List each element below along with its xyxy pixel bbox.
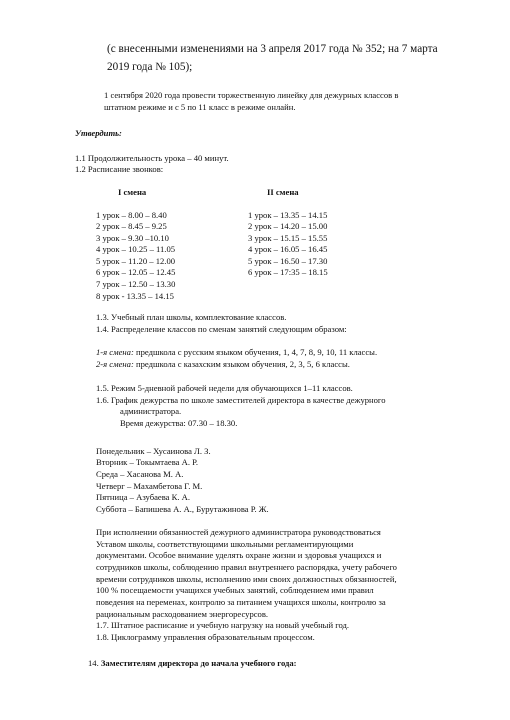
shift-2-classes: предшкола с казахским языком обучения, 2, 3, 5, 6 классы. — [133, 359, 350, 369]
intro-line-1: 1 сентября 2020 года провести торжественную линейку для дежурных классов в — [104, 90, 399, 100]
shift-2-lesson: 4 урок – 16.05 – 16.45 — [248, 244, 328, 254]
paragraph-line: При исполнении обязанностей дежурного администратора руководствоваться — [96, 527, 381, 537]
paragraph-line: рациональным расходованием энергоресурсов. — [96, 609, 269, 619]
item-1-6-line-2: администратора. — [120, 406, 182, 416]
item-1-4: 1.4. Распределение классов по сменам занятий следующим образом: — [96, 324, 347, 334]
shift-1-lesson: 3 урок – 9.30 –10.10 — [96, 233, 169, 243]
item-1-1: 1.1 Продолжительность урока – 40 минут. — [75, 153, 229, 163]
duty-entry: Среда – Хасанова М. А. — [96, 469, 184, 479]
duty-time: Время дежурства: 07.30 – 18.30. — [120, 418, 238, 428]
shift-1-lesson: 7 урок – 12.50 – 13.30 — [96, 279, 176, 289]
duty-entry: Вторник – Токымтаева А. Р. — [96, 457, 198, 467]
shift-1-lesson: 2 урок – 8.45 – 9.25 — [96, 221, 167, 231]
shift-2-lesson: 3 урок – 15.15 – 15.55 — [248, 233, 328, 243]
item-1-6-line-1: 1.6. График дежурства по школе заместителей директора в качестве дежурного — [96, 395, 386, 405]
shift-1-lesson: 8 урок - 13.35 – 14.15 — [96, 291, 174, 301]
shift-1-lesson: 5 урок – 11.20 – 12.00 — [96, 256, 176, 266]
amendment-line-1: (с внесенными изменениями на 3 апреля 2017 года № 352; на 7 марта — [107, 43, 438, 55]
shift-2-lesson: 2 урок – 14.20 – 15.00 — [248, 221, 328, 231]
duty-entry: Суббота – Бапишева А. А., Бурутажинова Р. Ж. — [96, 504, 269, 514]
shift-1-distribution — [96, 347, 377, 357]
item-14-heading: Заместителям директора до начала учебного года: — [100, 658, 297, 668]
shift-1-classes: предшкола с русским языком обучения, 1, 4, 7, 8, 9, 10, 11 классы. — [133, 347, 378, 357]
shift-2-header: II смена — [267, 187, 299, 197]
amendment-line-2: 2019 года № 105); — [107, 61, 193, 73]
duty-entry: Понедельник – Хусаинова Л. З. — [96, 446, 211, 456]
shift-1-lesson: 1 урок – 8.00 – 8.40 — [96, 210, 167, 220]
shift-1-header: I смена — [118, 187, 147, 197]
paragraph-line: 100 % посещаемости учащихся учебных занятий, соблюдением ими правил — [96, 585, 374, 595]
paragraph-line: сотрудников школы, соблюдению правил внутреннего распорядка, учету рабочего — [96, 562, 397, 572]
item-1-3: 1.3. Учебный план школы, комплектование классов. — [96, 312, 287, 322]
duty-entry: Пятница – Азубаева К. А. — [96, 492, 191, 502]
paragraph-line: времени сотрудников школы, исполнению ими своих должностных обязанностей, — [96, 574, 397, 584]
intro-line-2: штатном режиме и с 5 по 11 класс в режиме онлайн. — [104, 102, 296, 112]
shift-2-distribution — [96, 359, 350, 369]
paragraph-line: Уставом школы, соответствующими школьными регламентирующими — [96, 539, 354, 549]
item-14 — [88, 658, 297, 668]
item-1-8: 1.8. Циклограмму управления образовательным процессом. — [96, 632, 315, 642]
item-1-2: 1.2 Расписание звонков: — [75, 164, 164, 174]
shift-2-label: 2-я смена: — [96, 359, 134, 369]
duty-entry: Четверг – Махамбетова Г. М. — [96, 481, 203, 491]
shift-1-label: 1-я смена: — [96, 347, 134, 357]
item-1-7: 1.7. Штатное расписание и учебную нагрузку на новый учебный год. — [96, 620, 350, 630]
approve-heading: Утвердить: — [75, 128, 122, 138]
item-1-5: 1.5. Режим 5-дневной рабочей недели для обучающихся 1–11 классов. — [96, 383, 353, 393]
paragraph-line: поведения на переменах, контролю за питанием учащихся школы, контролю за — [96, 597, 386, 607]
paragraph-line: документами. Особое внимание уделять охране жизни и здоровья учащихся и — [96, 550, 382, 560]
shift-1-lesson: 6 урок – 12.05 – 12.45 — [96, 267, 176, 277]
shift-2-lesson: 6 урок – 17:35 – 18.15 — [248, 267, 328, 277]
item-14-number: 14. — [88, 658, 101, 668]
shift-2-lesson: 5 урок – 16.50 – 17.30 — [248, 256, 328, 266]
shift-2-lesson: 1 урок – 13.35 – 14.15 — [248, 210, 328, 220]
shift-1-lesson: 4 урок – 10.25 – 11.05 — [96, 244, 176, 254]
